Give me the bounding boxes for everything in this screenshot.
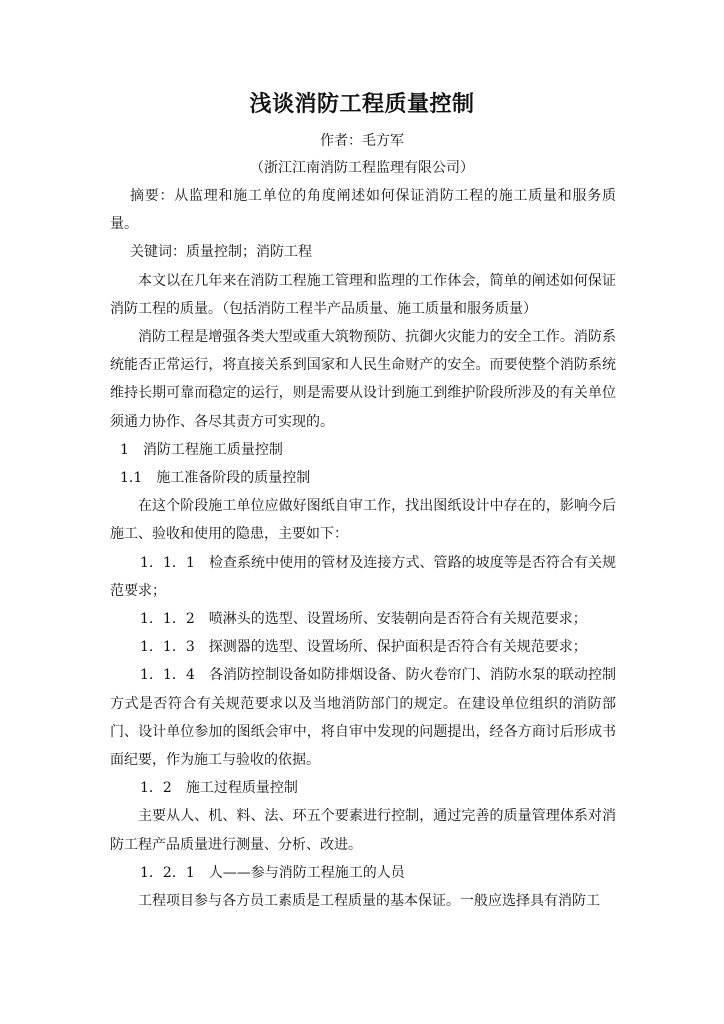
- list-item-1-1-1: 1．1．1 检查系统中使用的管材及连接方式、管路的坡度等是否符合有关规范要求；: [110, 554, 616, 599]
- intro-paragraph-2: 消防工程是增强各类大型或重大筑物预防、抗御火灾能力的安全工作。消防系统能否正常运行，将直接关系到国家和人民生命财产的安全。而要使整个消防系统维持长期可靠而稳定的运行，则是需要从设计到施工到维护阶段所涉及的有关单位须通力协作、各尽其责方可实现的。: [110, 329, 616, 430]
- list-item-1-1-3: 1．1．3 探测器的选型、设置场所、保护面积是否符合有关规范要求；: [140, 639, 587, 656]
- section-1-2-1-paragraph: 工程项目参与各方员工素质是工程质量的基本保证。一般应选择具有消防工: [138, 893, 600, 910]
- section-1-1-paragraph: 在这个阶段施工单位应做好图纸自审工作，找出图纸设计中存在的，影响今后施工、验收和使用的隐患，主要如下：: [110, 498, 616, 543]
- section-heading-1-1: 1.1 施工准备阶段的质量控制: [120, 470, 311, 487]
- keywords-paragraph: 关键词：质量控制；消防工程: [130, 244, 312, 261]
- abstract-paragraph: 摘要：从监理和施工单位的角度阐述如何保证消防工程的施工质量和服务质量。: [110, 188, 616, 233]
- list-item-1-1-2: 1．1．2 喷淋头的选型、设置场所、安装朝向是否符合有关规范要求；: [140, 611, 587, 628]
- document-body: [110, 182, 616, 915]
- section-1-2-paragraph: 主要从人、机、料、法、环五个要素进行控制，通过完善的质量管理体系对消防工程产品质量进行测量、分析、改进。: [110, 808, 616, 853]
- organization-line: （浙江江南消防工程监理有限公司）: [250, 160, 474, 176]
- section-heading-1-2: 1．2 施工过程质量控制: [140, 780, 298, 797]
- section-heading-1-2-1: 1．2．1 人——参与消防工程施工的人员: [140, 864, 405, 881]
- intro-paragraph-1: 本文以在几年来在消防工程施工管理和监理的工作体会，简单的阐述如何保证消防工程的质量。（包括消防工程半产品质量、施工质量和服务质量）: [110, 272, 616, 317]
- section-heading-1: 1 消防工程施工质量控制: [120, 441, 283, 458]
- list-item-1-1-4: 1．1．4 各消防控制设备如防排烟设备、防火卷帘门、消防水泵的联动控制方式是否符合有关规范要求以及当地消防部门的规定。在建设单位组织的消防部门、设计单位参加的图纸会审中，将自审中发现的问题提出，经各方商讨后形成书面纪要，作为施工与验收的依据。: [110, 667, 616, 769]
- author-line: 作者：毛方军: [320, 133, 404, 149]
- document-title: 浅谈消防工程质量控制: [249, 92, 475, 117]
